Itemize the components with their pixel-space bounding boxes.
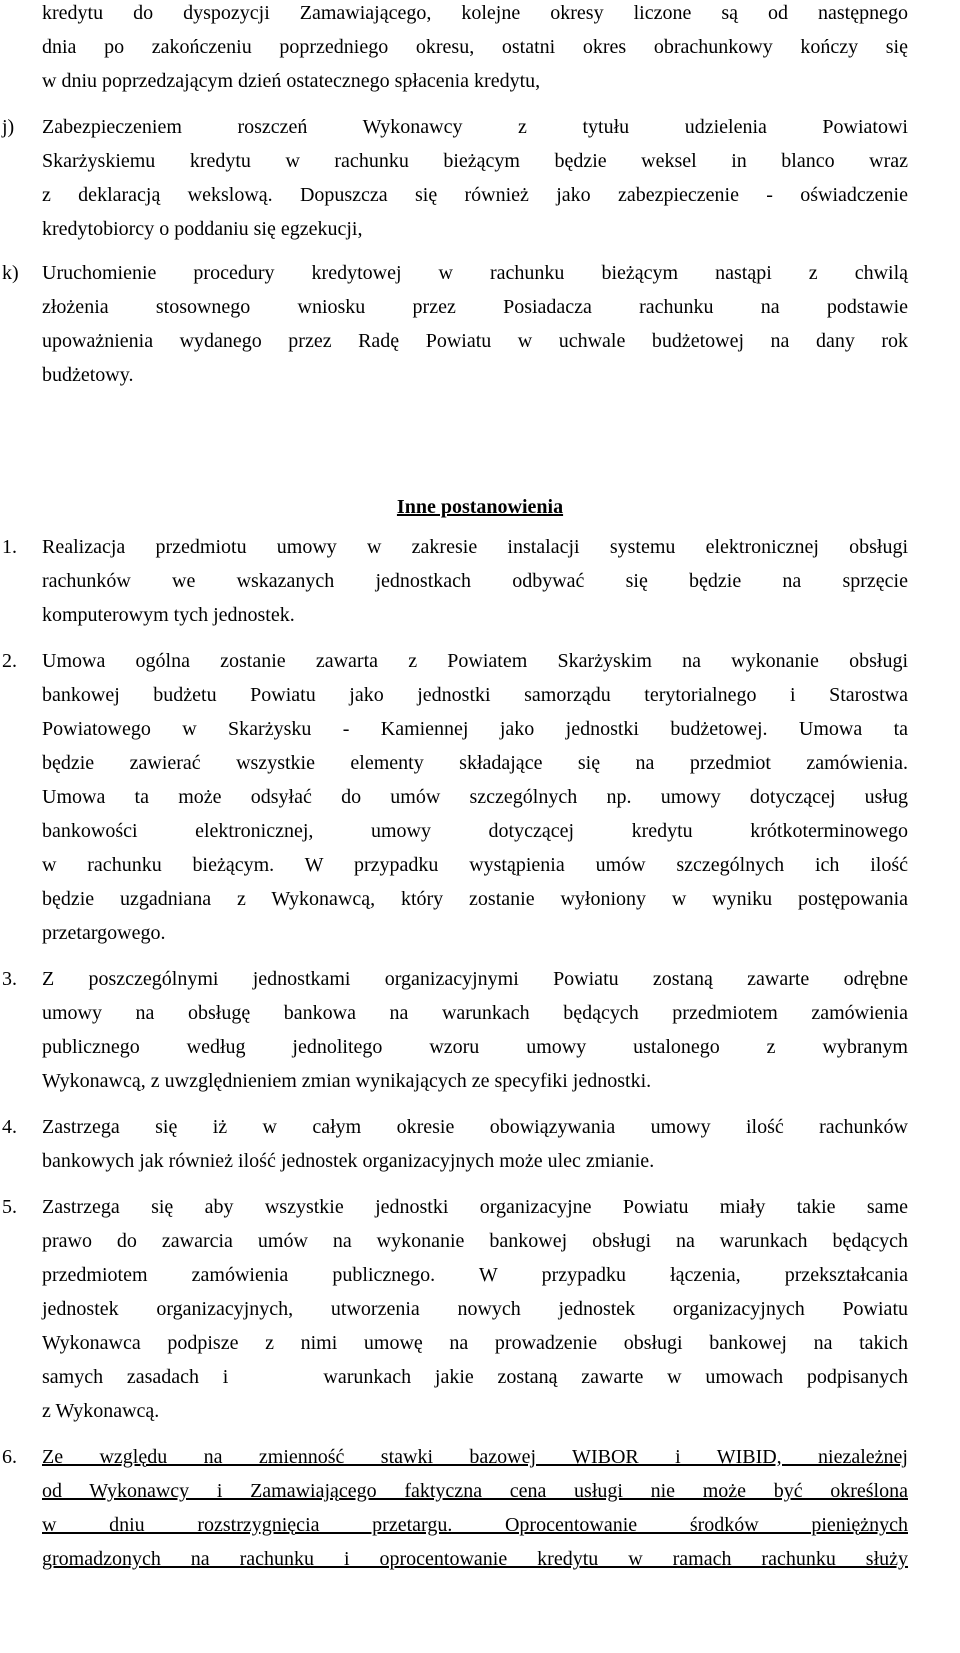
list-number: 2. <box>2 650 17 672</box>
text-line: bankowych jak również ilość jednostek organizacyjnych może ulec zmianie. <box>42 1150 655 1172</box>
text-line: Uruchomienie procedury kredytowej w rachunku bieżącym nastąpi z chwilą <box>42 262 908 284</box>
text-line: rachunków we wskazanych jednostkach odbywać się będzie na sprzęcie <box>42 570 908 592</box>
text-line: gromadzonych na rachunku i oprocentowanie kredytu w ramach rachunku służy <box>42 1548 908 1570</box>
text-line: komputerowym tych jednostek. <box>42 604 295 626</box>
list-number: 4. <box>2 1116 17 1138</box>
text-line: w dniu poprzedzającym dzień ostatecznego spłacenia kredytu, <box>42 70 541 92</box>
text-line: przetargowego. <box>42 922 166 944</box>
text-line: od Wykonawcy i Zamawiającego faktyczna cena usługi nie może być określona <box>42 1480 908 1502</box>
text-line: złożenia stosownego wniosku przez Posiadacza rachunku na podstawie <box>42 296 908 318</box>
text-line: Z poszczególnymi jednostkami organizacyjnymi Powiatu zostaną zawarte odrębne <box>42 968 908 990</box>
text-line: jednostek organizacyjnych, utworzenia nowych jednostek organizacyjnych Powiatu <box>42 1298 908 1320</box>
text-line: Skarżyskiemu kredytu w rachunku bieżącym będzie weksel in blanco wraz <box>42 150 908 172</box>
text-line: bankowej budżetu Powiatu jako jednostki samorządu terytorialnego i Starostwa <box>42 684 908 706</box>
text-line: przedmiotem zamówienia publicznego. W przypadku łączenia, przekształcania <box>42 1264 908 1286</box>
text-line: Ze względu na zmienność stawki bazowej WIBOR i WIBID, niezależnej <box>42 1446 908 1468</box>
text-line: Umowa ta może odsyłać do umów szczególnych np. umowy dotyczącej usług <box>42 786 908 808</box>
text-line: bankowości elektronicznej, umowy dotyczącej kredytu krótkoterminowego <box>42 820 908 842</box>
list-marker: j) <box>2 116 15 138</box>
text-line: będzie zawierać wszystkie elementy składające się na przedmiot zamówienia. <box>42 752 908 774</box>
text-line: kredytu do dyspozycji Zamawiającego, kolejne okresy liczone są od następnego <box>42 2 908 24</box>
section-heading: Inne postanowienia <box>396 496 564 518</box>
text-line: samych zasadach i warunkach jakie zostaną zawarte w umowach podpisanych <box>42 1366 908 1388</box>
text-line: Zabezpieczeniem roszczeń Wykonawcy z tytułu udzielenia Powiatowi <box>42 116 908 138</box>
text-line: Wykonawcą, z uwzględnieniem zmian wynikających ze specyfiki jednostki. <box>42 1070 652 1092</box>
list-number: 6. <box>2 1446 17 1468</box>
text-line: Wykonawca podpisze z nimi umowę na prowadzenie obsługi bankowej na takich <box>42 1332 908 1354</box>
text-line: Zastrzega się aby wszystkie jednostki organizacyjne Powiatu miały takie same <box>42 1196 908 1218</box>
text-line: będzie uzgadniana z Wykonawcą, który zostanie wyłoniony w wyniku postępowania <box>42 888 908 910</box>
text-line: Powiatowego w Skarżysku - Kamiennej jako jednostki budżetowej. Umowa ta <box>42 718 908 740</box>
text-line: dnia po zakończeniu poprzedniego okresu, ostatni okres obrachunkowy kończy się <box>42 36 908 58</box>
text-line: Umowa ogólna zostanie zawarta z Powiatem Skarżyskim na wykonanie obsługi <box>42 650 908 672</box>
text-line: z Wykonawcą. <box>42 1400 160 1422</box>
text-line: umowy na obsługę bankowa na warunkach będących przedmiotem zamówienia <box>42 1002 908 1024</box>
text-line: upoważnienia wydanego przez Radę Powiatu w uchwale budżetowej na dany rok <box>42 330 908 352</box>
text-line: Realizacja przedmiotu umowy w zakresie instalacji systemu elektronicznej obsługi <box>42 536 908 558</box>
text-line: publicznego według jednolitego wzoru umowy ustalonego z wybranym <box>42 1036 908 1058</box>
text-line: budżetowy. <box>42 364 134 386</box>
list-marker: k) <box>2 262 19 284</box>
text-line: Zastrzega się iż w całym okresie obowiązywania umowy ilość rachunków <box>42 1116 908 1138</box>
text-line: kredytobiorcy o poddaniu się egzekucji, <box>42 218 363 240</box>
text-line: z deklaracją wekslową. Dopuszcza się również jako zabezpieczenie - oświadczenie <box>42 184 908 206</box>
text-line: w rachunku bieżącym. W przypadku wystąpienia umów szczególnych ich ilość <box>42 854 908 876</box>
text-line: w dniu rozstrzygnięcia przetargu. Oprocentowanie środków pieniężnych <box>42 1514 908 1536</box>
list-number: 5. <box>2 1196 17 1218</box>
list-number: 1. <box>2 536 17 558</box>
text-line: prawo do zawarcia umów na wykonanie bankowej obsługi na warunkach będących <box>42 1230 908 1252</box>
list-number: 3. <box>2 968 17 990</box>
